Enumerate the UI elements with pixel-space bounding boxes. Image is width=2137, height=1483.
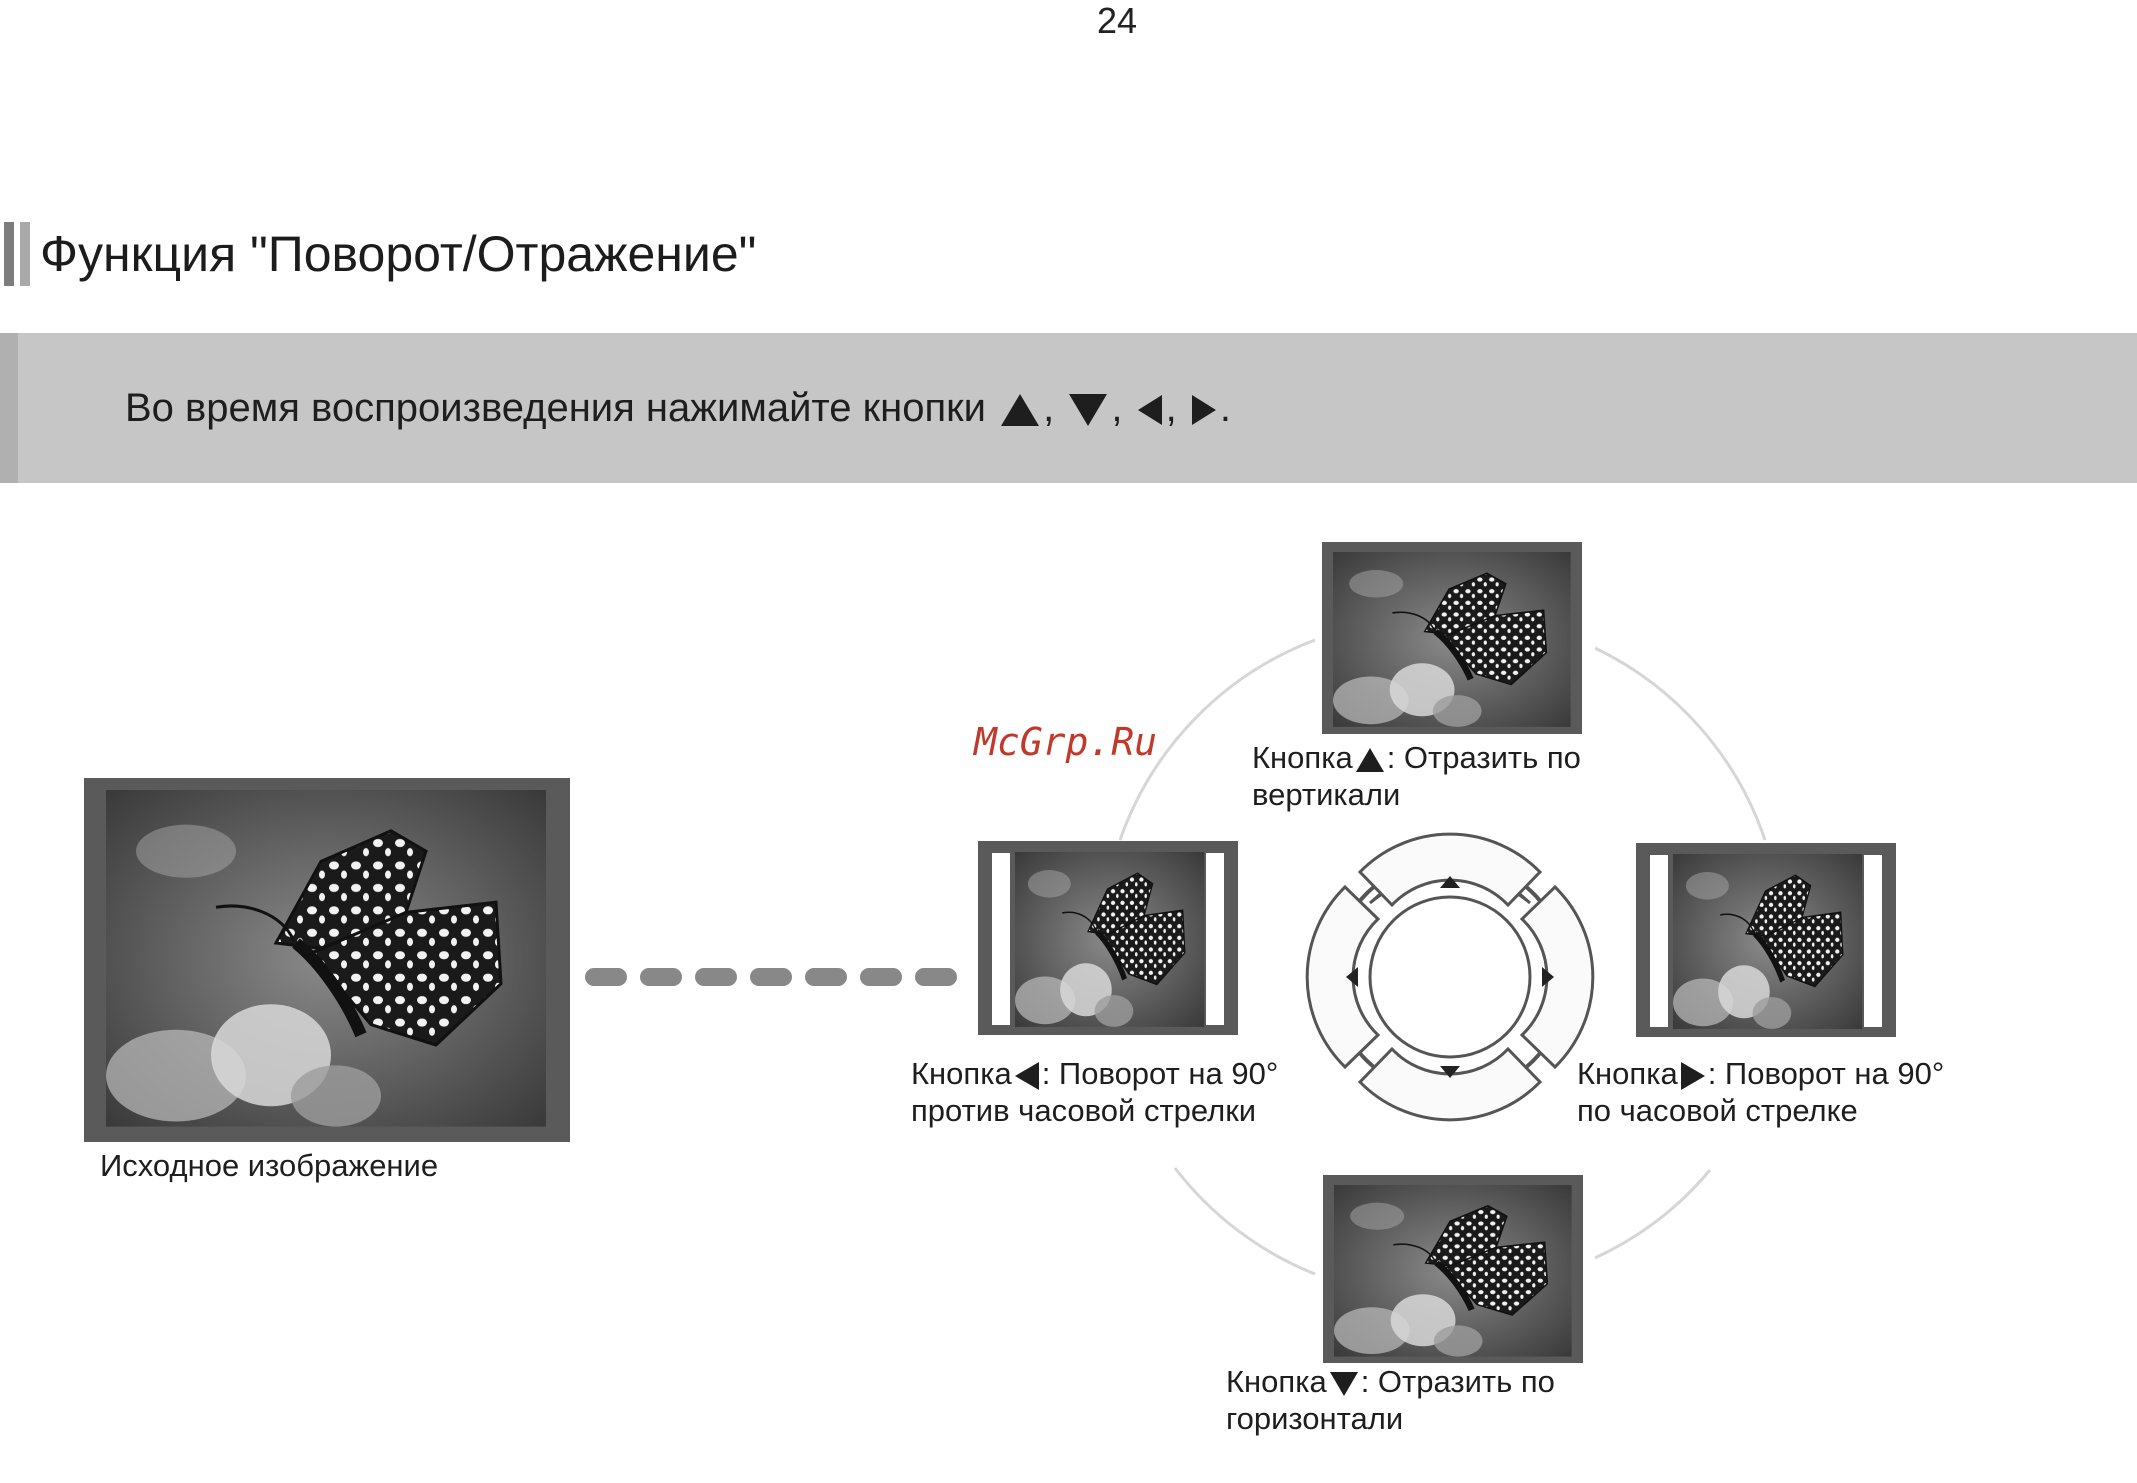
- rotate-cw-caption: [1577, 1055, 1944, 1129]
- instruction-label: Во время воспроизведения нажимайте кнопки: [125, 386, 986, 430]
- flip-horizontal-caption: [1226, 1363, 1555, 1437]
- flip-vertical-image: [1322, 542, 1582, 734]
- caption-prefix: Кнопка: [1577, 1056, 1678, 1091]
- sep: ,: [1111, 386, 1123, 430]
- arrow-right-icon: [1681, 1062, 1705, 1090]
- arrow-down-icon: [1330, 1372, 1358, 1396]
- caption-line2: по часовой стрелке: [1577, 1093, 1858, 1128]
- caption-prefix: Кнопка: [911, 1056, 1012, 1091]
- dpad-remote-icon: [1307, 834, 1593, 1120]
- rotate-cw-image: [1636, 843, 1896, 1037]
- caption-line2: горизонтали: [1226, 1401, 1404, 1436]
- sep: ,: [1165, 386, 1177, 430]
- caption-line1: : Отразить по: [1360, 1364, 1555, 1399]
- rotate-ccw-image: [978, 841, 1238, 1035]
- caption-line1: : Поворот на 90°: [1707, 1056, 1945, 1091]
- section-title: Функция "Поворот/Отражение": [40, 226, 757, 282]
- caption-prefix: Кнопка: [1252, 740, 1353, 775]
- caption-line2: вертикали: [1252, 777, 1401, 812]
- original-caption: Исходное изображение: [100, 1148, 439, 1183]
- arrow-up-icon: [1356, 748, 1384, 772]
- sep: ,: [1043, 386, 1055, 430]
- caption-line1: : Отразить по: [1386, 740, 1581, 775]
- caption-line1: : Поворот на 90°: [1041, 1056, 1279, 1091]
- watermark: McGrp.Ru: [974, 720, 1158, 764]
- page-number: 24: [1096, 0, 1138, 41]
- rotate-ccw-caption: [911, 1055, 1278, 1129]
- flip-vertical-caption: [1252, 739, 1581, 813]
- end: .: [1219, 386, 1231, 430]
- caption-prefix: Кнопка: [1226, 1364, 1327, 1399]
- arrow-left-icon: [1015, 1062, 1039, 1090]
- flip-horizontal-image: [1323, 1175, 1583, 1363]
- caption-line2: против часовой стрелки: [911, 1093, 1257, 1128]
- original-image: [84, 778, 570, 1142]
